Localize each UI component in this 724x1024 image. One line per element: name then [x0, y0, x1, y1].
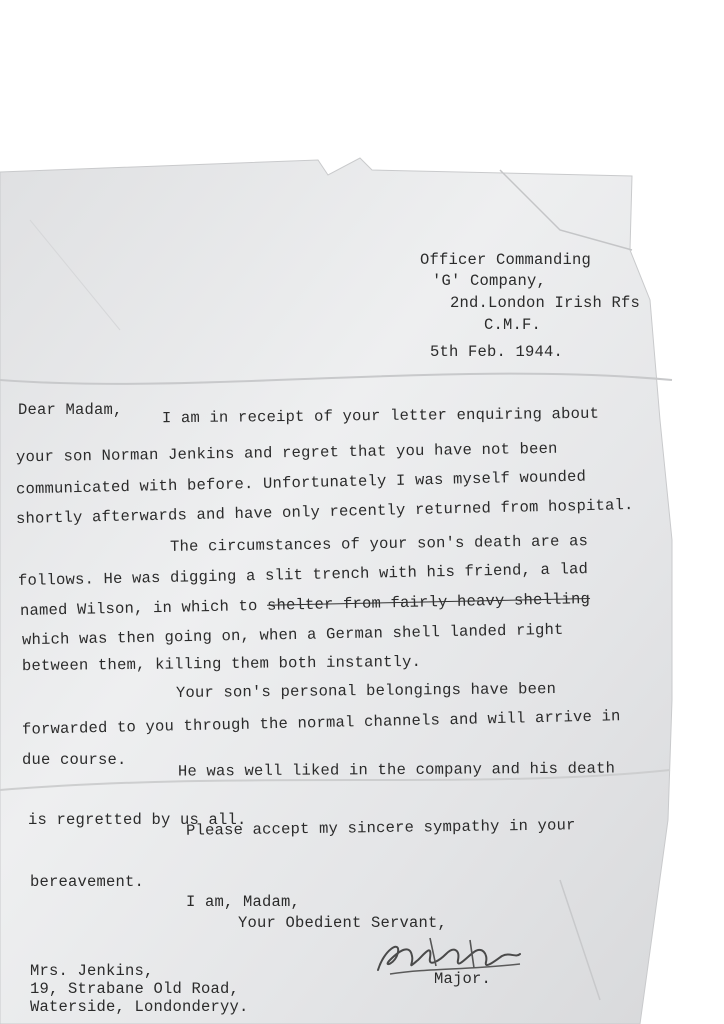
- body-line: follows. He was digging a slit trench with his friend, a lad: [17, 560, 589, 590]
- body-line-start: named Wilson, in which to: [19, 596, 268, 620]
- body-line: bereavement.: [30, 873, 145, 891]
- letter-date: 5th Feb. 1944.: [430, 343, 564, 361]
- body-line: between them, killing them both instantly.: [21, 652, 422, 676]
- body-line: your son Norman Jenkins and regret that you have not been: [15, 439, 558, 467]
- body-line: He was well liked in the company and his death: [177, 759, 616, 781]
- body-line: communicated with before. Unfortunately I was myself wounded: [15, 467, 587, 499]
- body-line: Your son's personal belongings have been: [175, 680, 557, 702]
- signatory-rank: Major.: [434, 970, 492, 988]
- header-regiment: 2nd.London Irish Rfs: [450, 294, 641, 312]
- body-line: The circumstances of your son's death are as: [169, 532, 589, 556]
- header-company: 'G' Company,: [432, 272, 547, 290]
- salutation: Dear Madam,: [18, 401, 123, 419]
- body-line: is regretted by us all.: [28, 811, 247, 829]
- struck-through-text: shelter from fairly heavy shelling: [266, 590, 591, 615]
- body-line: I am in receipt of your letter enquiring about: [161, 404, 600, 428]
- body-line: due course.: [22, 751, 127, 769]
- header-officer-commanding: Officer Commanding: [420, 251, 592, 269]
- header-cmf: C.M.F.: [484, 316, 542, 334]
- closing-line: Your Obedient Servant,: [238, 914, 448, 932]
- body-line: which was then going on, when a German shell landed right: [21, 620, 564, 650]
- body-line: shortly afterwards and have only recently returned from hospital.: [15, 495, 634, 529]
- body-line: Please accept my sincere sympathy in your: [185, 816, 576, 840]
- address-line: 19, Strabane Old Road,: [30, 980, 240, 998]
- address-line: Waterside, Londonderyy.: [30, 998, 249, 1016]
- address-line: Mrs. Jenkins,: [30, 962, 154, 980]
- body-line: forwarded to you through the normal channels and will arrive in: [21, 707, 621, 739]
- closing-line: I am, Madam,: [186, 893, 301, 911]
